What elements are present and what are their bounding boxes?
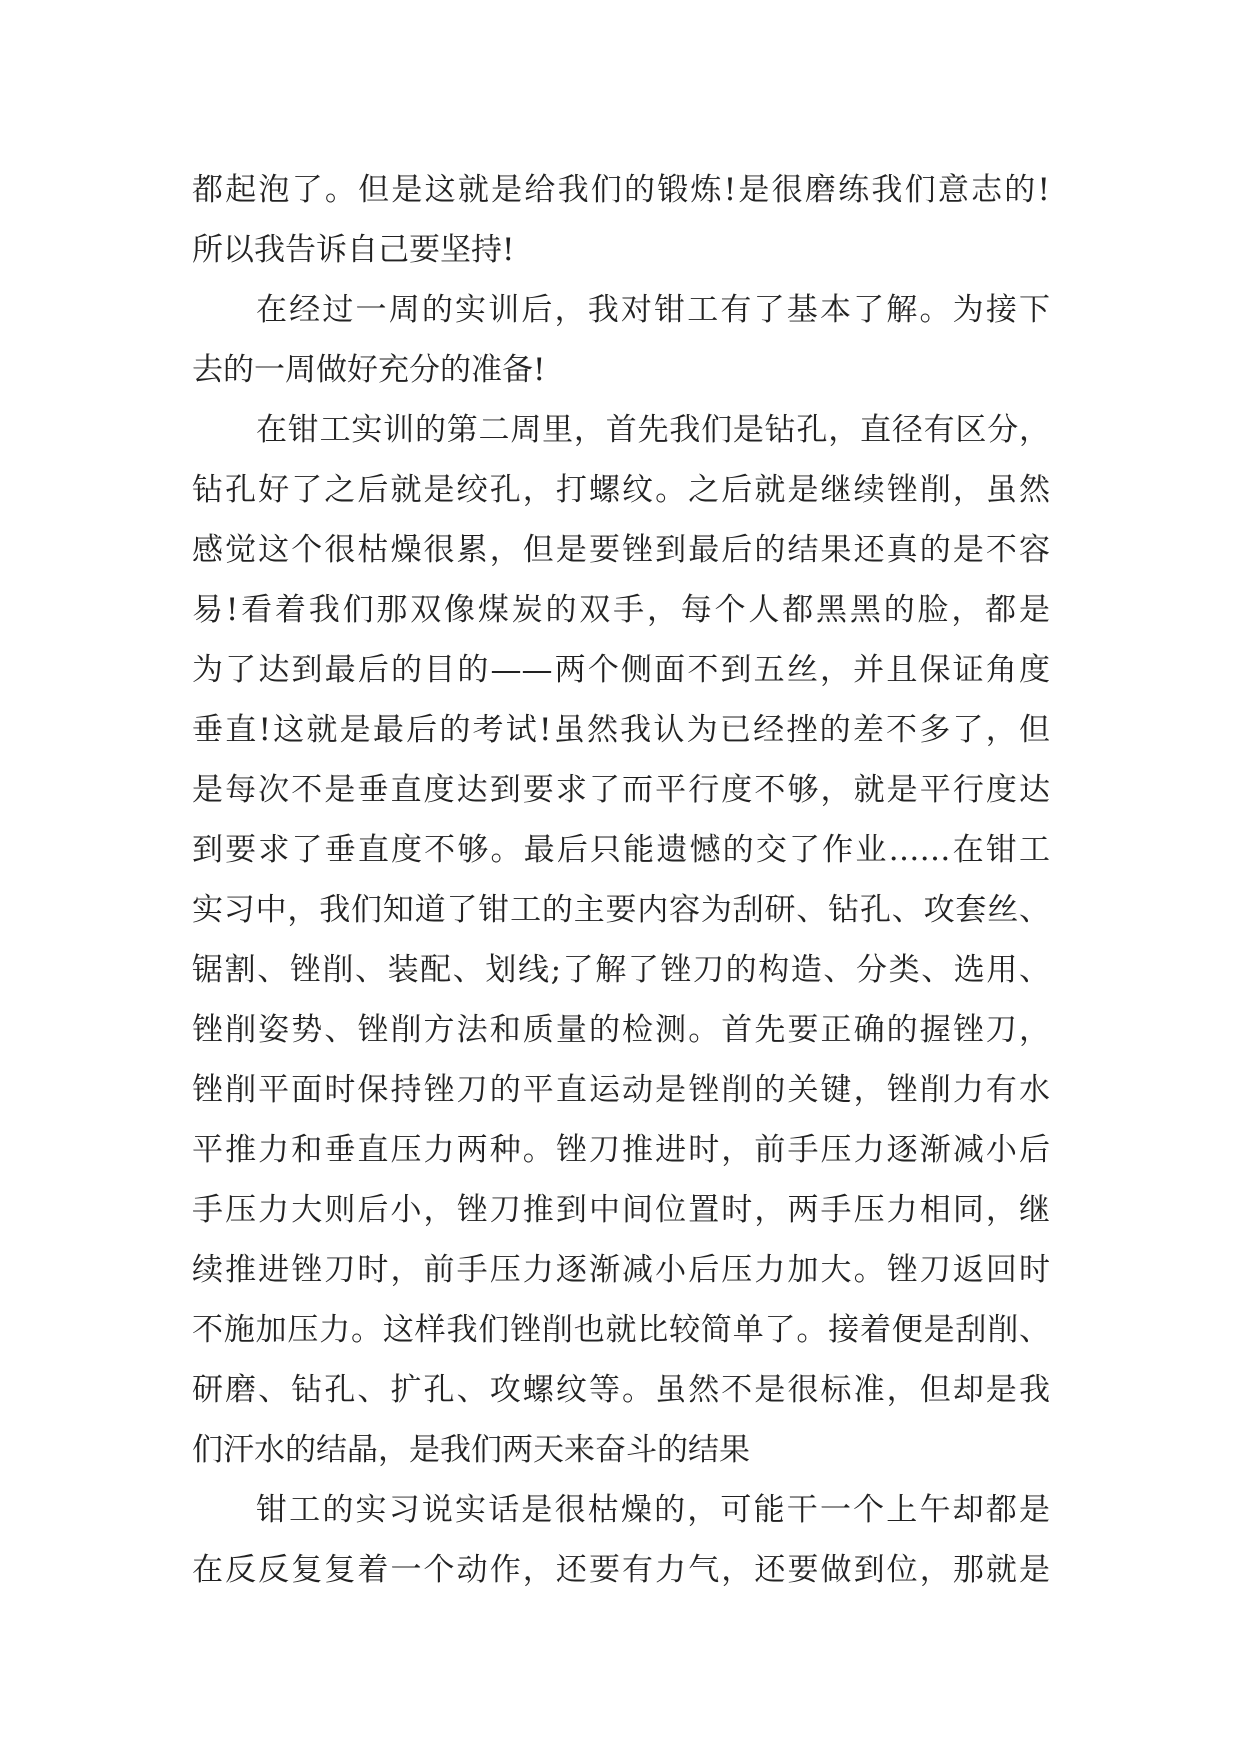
text-line: 续推进锉刀时，前手压力逐渐减小后压力加大。锉刀返回时 (192, 1252, 1050, 1288)
text-line: 们汗水的结晶，是我们两天来奋斗的结果 (192, 1432, 750, 1468)
text-line: 为了达到最后的目的——两个侧面不到五丝，并且保证角度 (192, 652, 1050, 688)
paragraph-first-line: 在钳工实训的第二周里，首先我们是钻孔，直径有区分， (256, 412, 1050, 448)
text-line: 感觉这个很枯燥很累，但是要锉到最后的结果还真的是不容 (192, 532, 1050, 568)
paragraph-first-line: 在经过一周的实训后，我对钳工有了基本了解。为接下 (256, 292, 1050, 328)
text-line: 手压力大则后小，锉刀推到中间位置时，两手压力相同，继 (192, 1192, 1050, 1228)
text-line: 垂直!这就是最后的考试!虽然我认为已经挫的差不多了，但 (192, 712, 1050, 748)
text-line: 锉削平面时保持锉刀的平直运动是锉削的关键，锉削力有水 (192, 1072, 1050, 1108)
text-line: 钻孔好了之后就是绞孔，打螺纹。之后就是继续锉削，虽然 (192, 472, 1050, 508)
text-line: 是每次不是垂直度达到要求了而平行度不够，就是平行度达 (192, 772, 1050, 808)
text-line: 去的一周做好充分的准备! (192, 352, 546, 388)
text-line: 到要求了垂直度不够。最后只能遗憾的交了作业……在钳工 (192, 832, 1050, 868)
paragraph-first-line: 钳工的实习说实话是很枯燥的，可能干一个上午却都是 (256, 1492, 1050, 1528)
text-line: 研磨、钻孔、扩孔、攻螺纹等。虽然不是很标准，但却是我 (192, 1372, 1050, 1408)
text-line: 平推力和垂直压力两种。锉刀推进时，前手压力逐渐减小后 (192, 1132, 1050, 1168)
text-line: 锯割、锉削、装配、划线;了解了锉刀的构造、分类、选用、 (192, 952, 1050, 988)
text-line: 实习中，我们知道了钳工的主要内容为刮研、钻孔、攻套丝、 (192, 892, 1050, 928)
text-line: 所以我告诉自己要坚持! (192, 232, 515, 268)
text-line: 易!看着我们那双像煤炭的双手，每个人都黑黑的脸，都是 (192, 592, 1050, 628)
text-line: 不施加压力。这样我们锉削也就比较简单了。接着便是刮削、 (192, 1312, 1050, 1348)
text-line: 锉削姿势、锉削方法和质量的检测。首先要正确的握锉刀， (192, 1012, 1050, 1048)
text-line: 都起泡了。但是这就是给我们的锻炼!是很磨练我们意志的! (192, 172, 1050, 208)
text-line: 在反反复复着一个动作，还要有力气，还要做到位，那就是 (192, 1552, 1050, 1588)
